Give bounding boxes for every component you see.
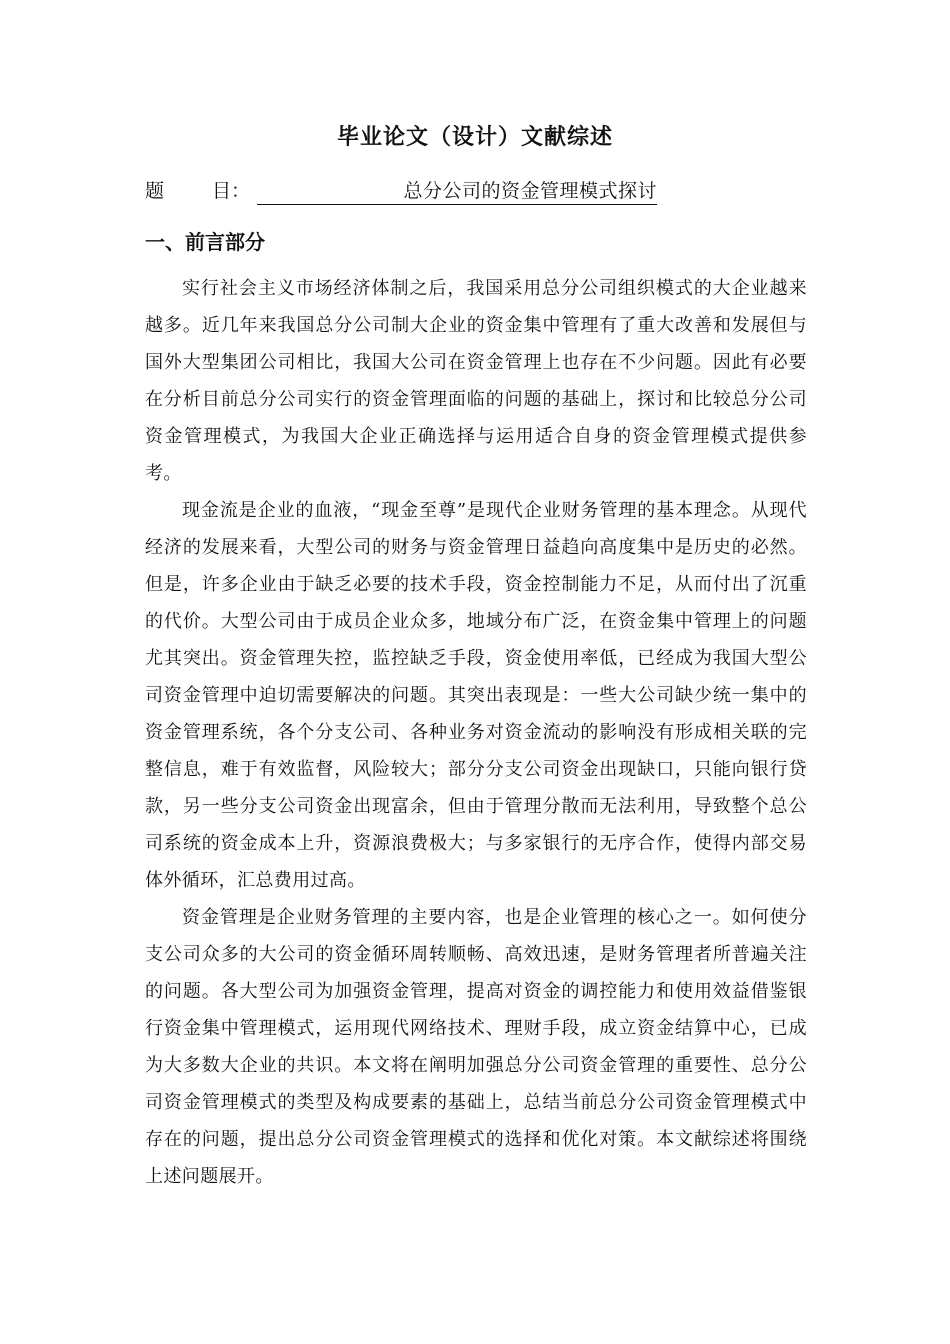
section-heading: 一、前言部分: [145, 230, 265, 254]
paragraph-1: 实行社会主义市场经济体制之后，我国采用总分公司组织模式的大企业越来越多。近几年来我国总分公司制大企业的资金集中管理有了重大改善和发展但与国外大型集团公司相比，我国大公司在资金管理上也存在不少问题。因此有必要在分析目前总分公司实行的资金管理面临的问题的基础上，探讨和比较总分公司资金管理模式，为我国大企业正确选择与运用适合自身的资金管理模式提供参考。: [145, 278, 807, 484]
paragraph-3: 资金管理是企业财务管理的主要内容，也是企业管理的核心之一。如何使分支公司众多的大公司的资金循环周转顺畅、高效迅速，是财务管理者所普遍关注的问题。各大型公司为加强资金管理，提高对资金的调控能力和使用效益借鉴银行资金集中管理模式，运用现代网络技术、理财手段，成立资金结算中心，已成为大多数大企业的共识。本文将在阐明加强总分公司资金管理的重要性、总分公司资金管理模式的类型及构成要素的基础上，总结当前总分公司资金管理模式中存在的问题，提出总分公司资金管理模式的选择和优化对策。本文献综述将围绕上述问题展开。: [145, 907, 807, 1187]
body-text: [145, 270, 807, 1195]
topic-label: [145, 176, 250, 203]
topic-value: 总分公司的资金管理模式探讨: [257, 176, 657, 205]
topic-label-char1: 题: [145, 180, 165, 202]
document-title: 毕业论文（设计）文献综述: [336, 125, 613, 150]
paragraph-2: 现金流是企业的血液，“现金至尊”是现代企业财务管理的基本理念。从现代经济的发展来看，大型公司的财务与资金管理日益趋向高度集中是历史的必然。但是，许多企业由于缺乏必要的技术手段，资金控制能力不足，从而付出了沉重的代价。大型公司由于成员企业众多，地域分布广泛，在资金集中管理上的问题尤其突出。资金管理失控，监控缺乏手段，资金使用率低，已经成为我国大型公司资金管理中迫切需要解决的问题。其突出表现是：一些大公司缺少统一集中的资金管理系统，各个分支公司、各种业务对资金流动的影响没有形成相关联的完整信息，难于有效监督，风险较大；部分分支公司资金出现缺口，只能向银行贷款，另一些分支公司资金出现富余，但由于管理分散而无法利用，导致整个总公司系统的资金成本上升，资源浪费极大；与多家银行的无序合作，使得内部交易体外循环，汇总费用过高。: [145, 500, 807, 891]
topic-row: [145, 176, 805, 206]
topic-label-char2: 目：: [212, 180, 251, 202]
